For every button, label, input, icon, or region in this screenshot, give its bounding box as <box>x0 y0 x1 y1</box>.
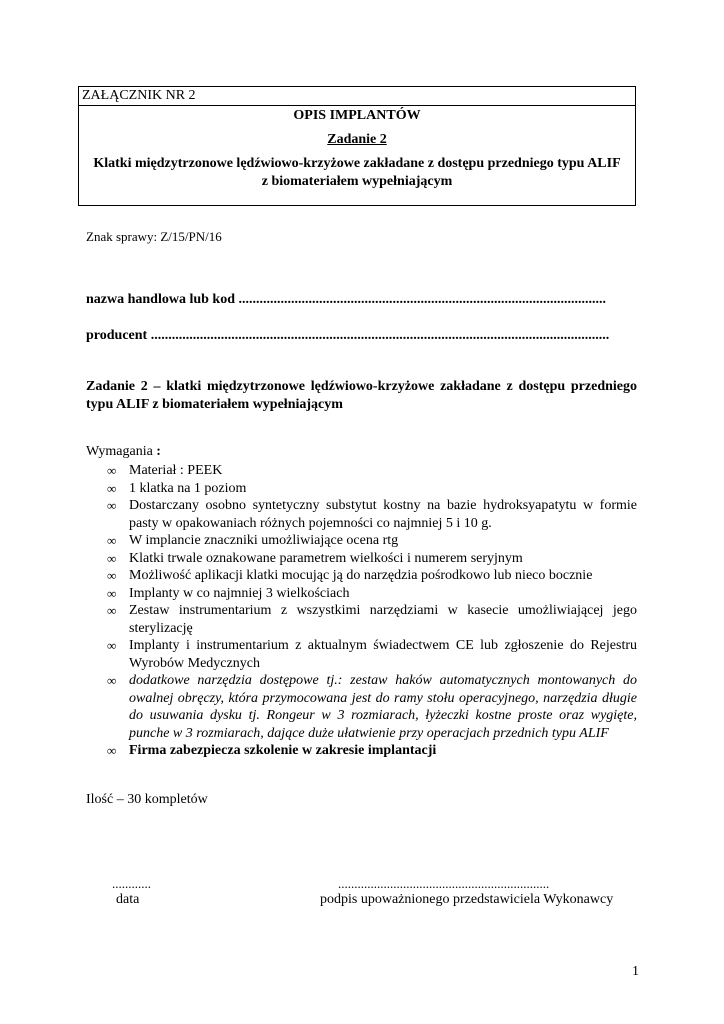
list-item <box>86 567 637 585</box>
case-number: Znak sprawy: Z/15/PN/16 <box>86 229 222 244</box>
list-item-text: 1 klatka na 1 poziom <box>129 480 247 496</box>
requirements-title-text: Wymagania <box>86 444 157 459</box>
annex-label: ZAŁĄCZNIK NR 2 <box>79 87 635 106</box>
list-item <box>86 550 637 568</box>
bullet-icon: ∞ <box>107 533 117 548</box>
bullet-icon: ∞ <box>107 638 117 653</box>
trade-name-field: nazwa handlowa lub kod ......................................................................................................... <box>86 292 607 307</box>
bullet-icon: ∞ <box>107 585 117 601</box>
bullet-icon: ∞ <box>107 480 117 496</box>
header-box <box>78 86 636 206</box>
list-item-text: Firma zabezpiecza szkolenie w zakresie implantacji <box>129 743 437 758</box>
requirements-list <box>86 462 637 760</box>
bullet-icon: ∞ <box>107 498 117 513</box>
date-dots: ............ <box>112 876 151 891</box>
list-item-text: Dostarczany osobno syntetyczny substytut kostny na bazie hydroksyapatytu w formie pasty w opakowaniach różnych pojemności co najmniej 5 i 10 g. <box>129 498 637 531</box>
list-item-text: Materiał : PEEK <box>129 463 223 478</box>
bullet-icon: ∞ <box>107 568 117 583</box>
requirements-title <box>86 444 161 460</box>
bullet-icon: ∞ <box>107 603 117 618</box>
task-heading: Zadanie 2 <box>327 132 387 147</box>
list-item <box>86 480 637 498</box>
producer-field: producent ................................................................................................................................... <box>86 328 610 343</box>
list-item <box>86 585 637 603</box>
list-item <box>86 672 637 742</box>
list-item-text: Zestaw instrumentarium z wszystkimi narzędziami w kasecie umożliwiającej jego sterylizację <box>129 603 637 636</box>
bullet-icon: ∞ <box>107 743 117 758</box>
list-item-text: Implanty w co najmniej 3 wielkościach <box>129 585 350 601</box>
header-description: Klatki międzytrzonowe lędźwiowo-krzyżowe zakładane z dostępu przedniego typu ALIF z biomateriałem wypełniającym <box>93 156 621 189</box>
list-item <box>86 637 637 672</box>
list-item <box>86 497 637 532</box>
signature-dots: ................................................................. <box>338 876 550 891</box>
list-item-text: Możliwość aplikacji klatki mocując ją do narzędzia pośrodkowo lub nieco bocznie <box>129 568 593 583</box>
list-item <box>86 462 637 480</box>
list-item-text: Klatki trwale oznakowane parametrem wielkości i numerem seryjnym <box>129 550 523 566</box>
header-body <box>79 106 635 191</box>
date-label: data <box>116 892 140 907</box>
list-item-text: W implancie znaczniki umożliwiające ocena rtg <box>129 533 399 548</box>
list-item-text: dodatkowe narzędzia dostępowe tj.: zestaw haków automatycznych montowanych do owalnej obręczy, która przymocowana jest do ramy stołu operacyjnego, narzędzia długie do usuwania dysku tj. Rongeur w 3 rozmiarach, łyżeczki kostne proste oraz wygięte, punche w 3 rozmiarach, dające duże ułatwienie przy operacjach przednich typu ALIF <box>129 673 637 741</box>
list-item <box>86 742 637 760</box>
page-number: 1 <box>632 964 639 979</box>
document-title: OPIS IMPLANTÓW <box>293 108 421 123</box>
list-item-text: Implanty i instrumentarium z aktualnym świadectwem CE lub zgłoszenie do Rejestru Wyrobów Medycznych <box>129 638 637 671</box>
bullet-icon: ∞ <box>107 673 117 688</box>
task-paragraph: Zadanie 2 – klatki międzytrzonowe lędźwiowo-krzyżowe zakładane z dostępu przedniego typu ALIF z biomateriałem wypełniającym <box>86 379 637 412</box>
bullet-icon: ∞ <box>107 550 117 566</box>
bullet-icon: ∞ <box>107 463 117 478</box>
signature-label: podpis upoważnionego przedstawiciela Wykonawcy <box>320 892 614 907</box>
list-item <box>86 602 637 637</box>
quantity: Ilość – 30 kompletów <box>86 792 208 807</box>
list-item <box>86 532 637 550</box>
requirements-title-colon: : <box>156 444 161 459</box>
